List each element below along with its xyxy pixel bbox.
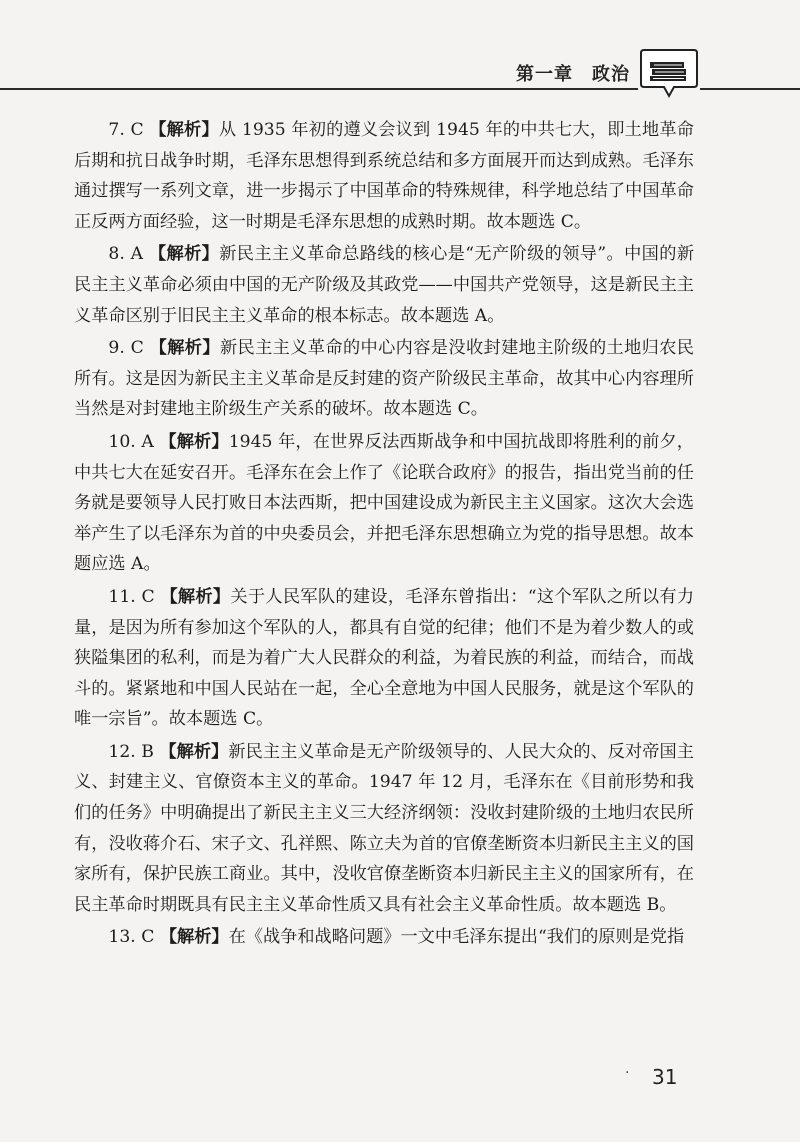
answer-explanations: [74, 115, 694, 955]
item-number: 11. C: [108, 586, 155, 607]
explanation-item: [74, 333, 694, 425]
analysis-tag: 【解析】: [159, 741, 229, 762]
analysis-tag: 【解析】: [149, 338, 220, 359]
item-text: 新民主主义革命总路线的核心是“无产阶级的领导”。中国的新民主主义革命必须由中国的无产阶级及其政党——中国共产党领导，这是新民主主义革命区别于旧民主主义革命的根本标志。故本题选 A。: [74, 244, 695, 326]
book-stack-icon: [640, 46, 698, 100]
page-header: [0, 0, 800, 100]
footer-dot: ·: [625, 1065, 630, 1081]
item-text: 新民主主义革命的中心内容是没收封建地主阶级的土地归农民所有。这是因为新民主主义革命是反封建的资产阶级民主革命，故其中心内容理所当然是对封建地主阶级生产关系的破坏。故本题选 C。: [74, 338, 694, 420]
item-number: 8. A: [108, 244, 144, 265]
explanation-item: [74, 115, 694, 237]
explanation-item: [74, 427, 694, 580]
item-number: 13. C: [108, 927, 155, 948]
item-text: 在《战争和战略问题》一文中毛泽东提出“我们的原则是党指: [228, 927, 685, 948]
item-number: 12. B: [108, 741, 154, 762]
analysis-tag: 【解析】: [160, 586, 231, 607]
explanation-item: [74, 737, 694, 921]
explanation-item: [74, 239, 694, 331]
item-number: 9. C: [108, 338, 144, 359]
page-number: 31: [652, 1065, 678, 1089]
chapter-title: 第一章 政治: [516, 64, 630, 85]
analysis-tag: 【解析】: [159, 431, 229, 452]
item-text: 1945 年，在世界反法西斯战争和中国抗战即将胜利的前夕，中共七大在延安召开。毛泽东在会上作了《论联合政府》的报告，指出党当前的任务就是要领导人民打败日本法西斯，把中国建设成为新民主主义国家。这次大会选举产生了以毛泽东为首的中央委员会，并把毛泽东思想确立为党的指导思想。故本题应选 A。: [74, 431, 694, 575]
item-number: 7. C: [108, 120, 144, 140]
item-number: 10. A: [108, 431, 154, 452]
analysis-tag: 【解析】: [149, 120, 219, 140]
item-text: 关于人民军队的建设，毛泽东曾指出：“这个军队之所以有力量，是因为所有参加这个军队的人，都具有自觉的纪律；他们不是为着少数人的或狭隘集团的私利，而是为着广大人民群众的利益，为着民族的利益，而结合，而战斗的。紧紧地和中国人民站在一起，全心全意地为中国人民服务，就是这个军队的唯一宗旨”。故本题选 C。: [74, 586, 695, 730]
analysis-tag: 【解析】: [148, 244, 220, 265]
item-text: 从 1935 年初的遵义会议到 1945 年的中共七大，即土地革命后期和抗日战争时期，毛泽东思想得到系统总结和多方面展开而达到成熟。毛泽东通过撰写一系列文章，进一步揭示了中国革命的特殊规律，科学地总结了中国革命正反两方面经验，这一时期是毛泽东思想的成熟时期。故本题选 C。: [74, 120, 694, 232]
header-rule: [0, 88, 638, 90]
analysis-tag: 【解析】: [159, 927, 229, 948]
header-rule-right: [700, 88, 800, 90]
item-text: 新民主主义革命是无产阶级领导的、人民大众的、反对帝国主义、封建主义、官僚资本主义的革命。1947 年 12 月，毛泽东在《目前形势和我们的任务》中明确提出了新民主主义三大经济纲领：没收封建阶级的土地归农民所有，没收蒋介石、宋子文、孔祥熙、陈立夫为首的官僚垄断资本归新民主主义的国家所有，保护民族工商业。其中，没收官僚垄断资本归新民主主义的国家所有，在民主革命时期既具有民主主义革命性质又具有社会主义革命性质。故本题选 B。: [74, 741, 694, 915]
explanation-item: [74, 582, 694, 735]
explanation-item: [74, 922, 694, 953]
